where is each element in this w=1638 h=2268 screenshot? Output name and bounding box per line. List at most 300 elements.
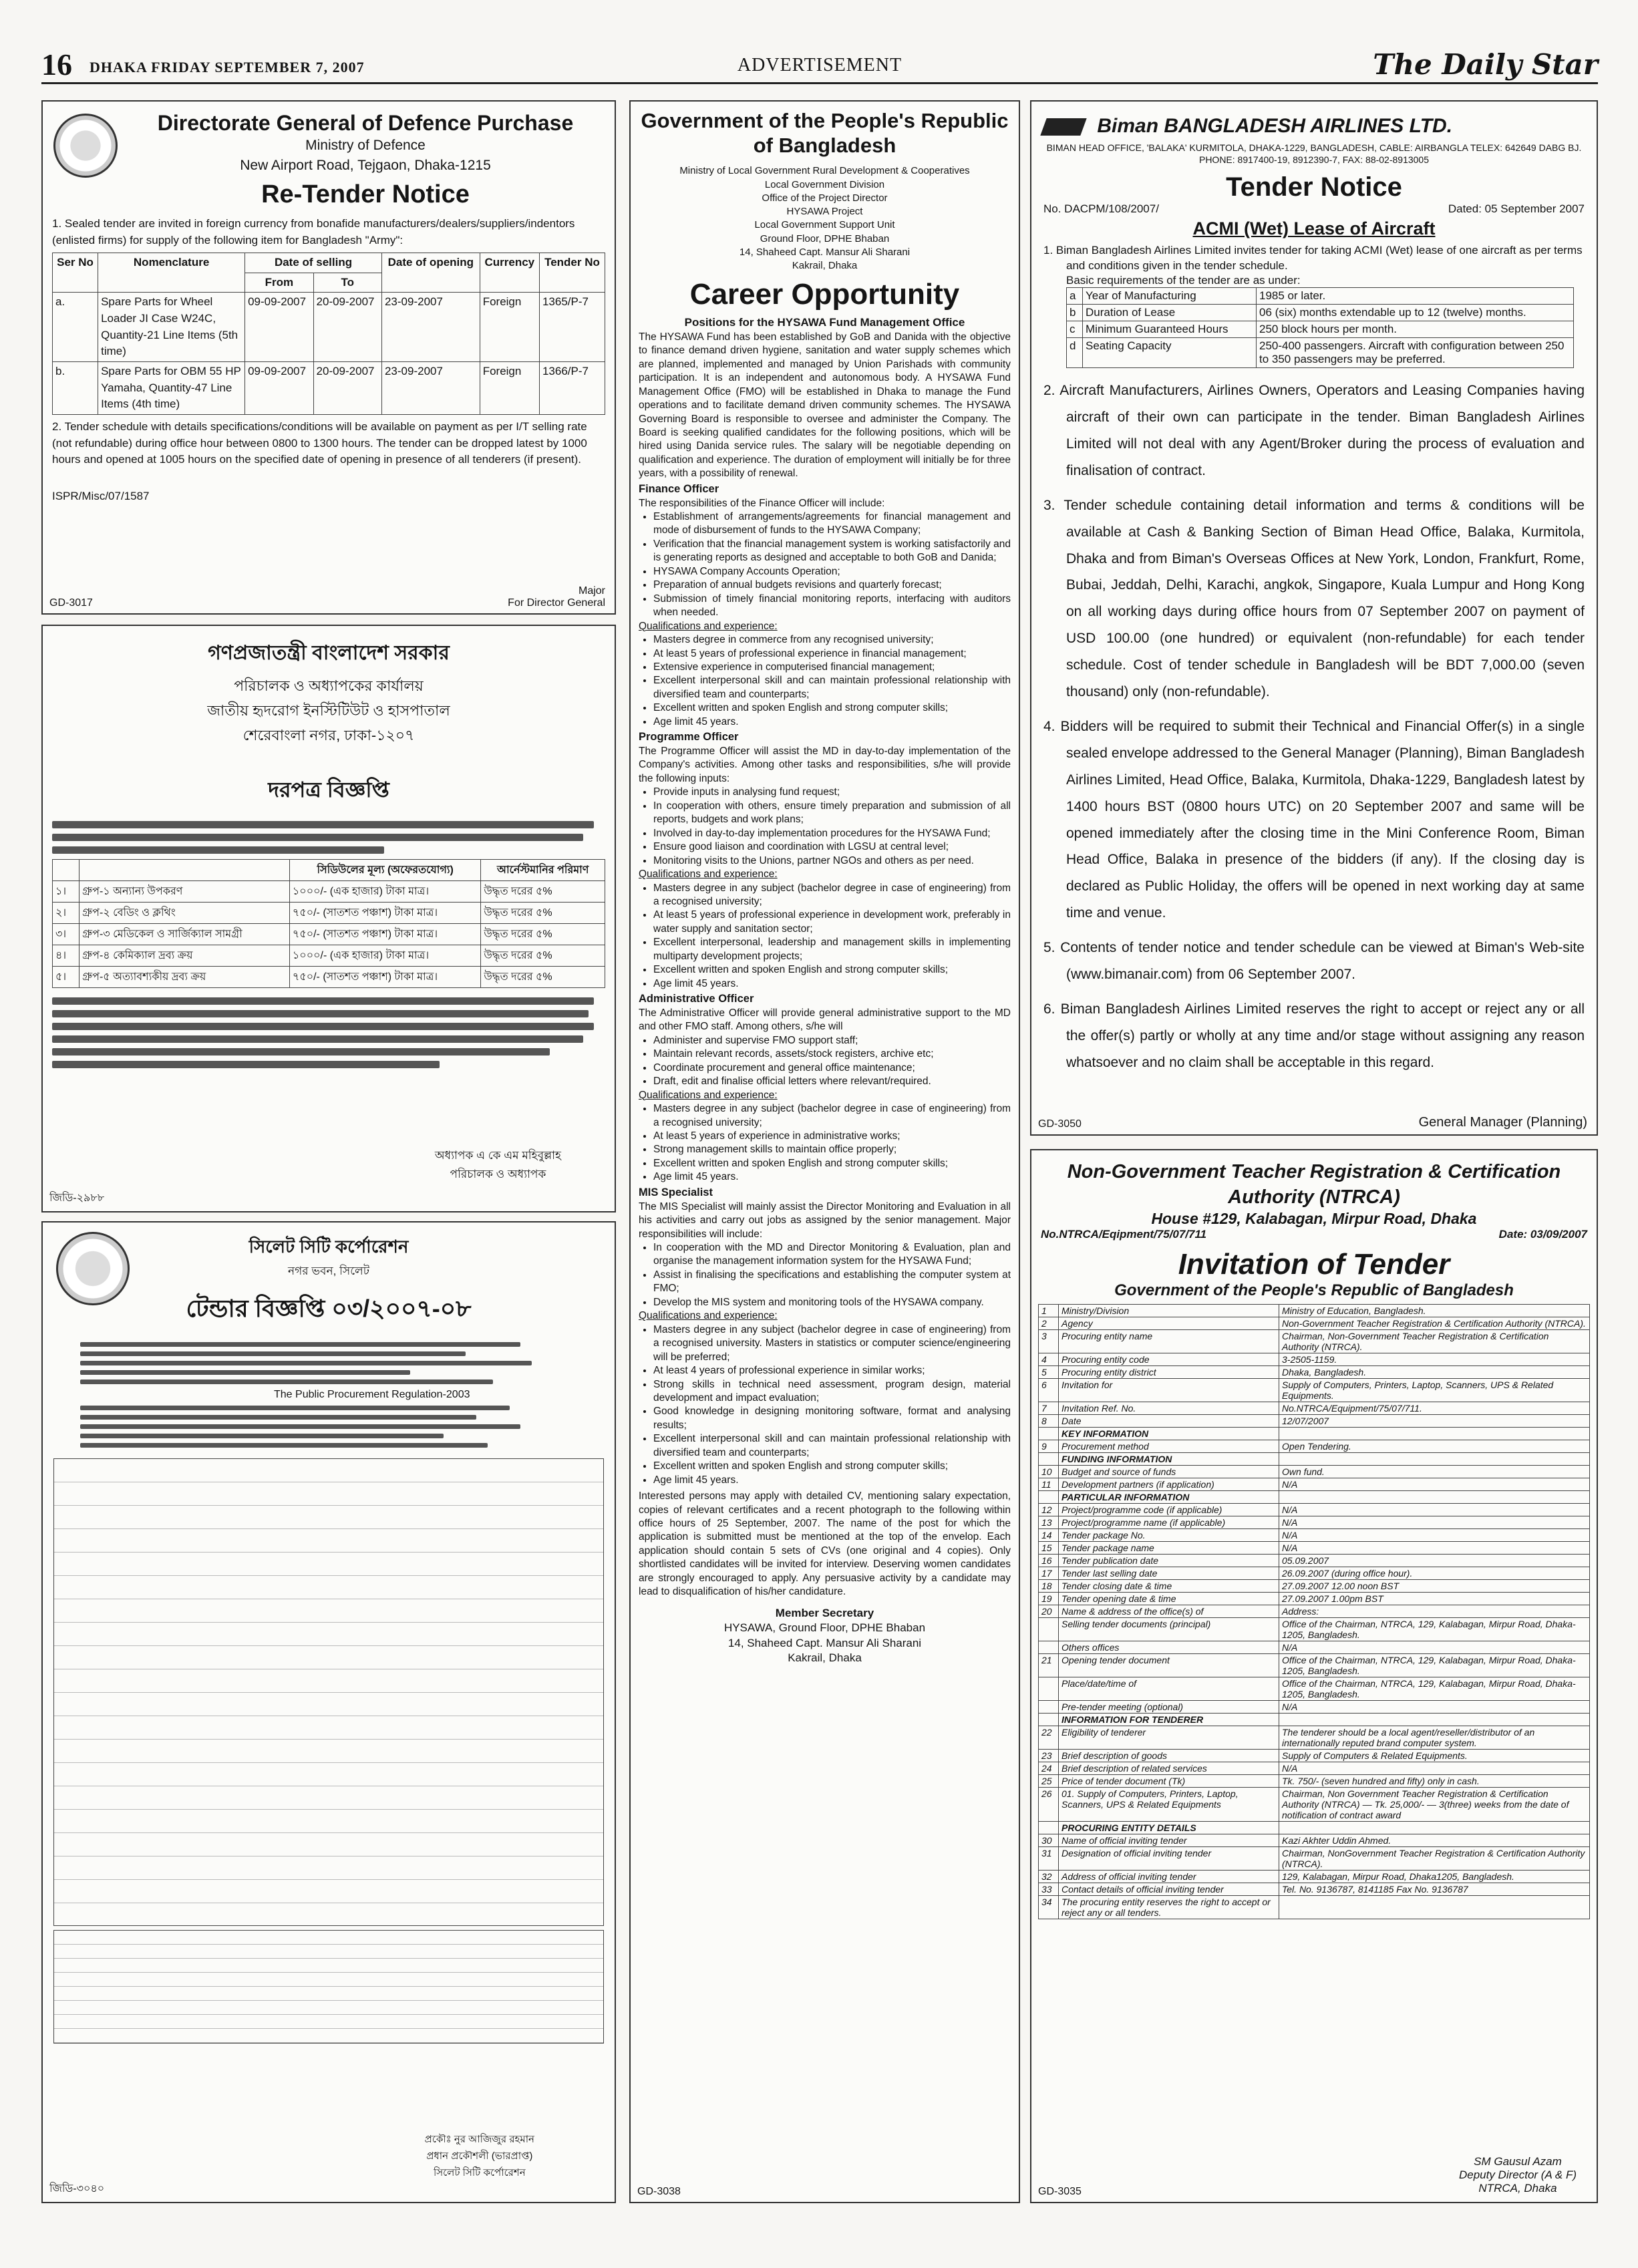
col-header: Tender No bbox=[539, 253, 605, 293]
cell: Own fund. bbox=[1279, 1466, 1590, 1478]
qualification-item: • Masters degree in any subject (bachelor degree in case of engineering) from a recognised university; bbox=[653, 882, 1011, 909]
cell bbox=[1039, 1677, 1059, 1701]
table-row bbox=[1039, 1567, 1590, 1580]
table-row bbox=[1039, 1883, 1590, 1896]
header-lines bbox=[631, 158, 1019, 273]
cell: The tenderer should be a local agent/reseller/distributor of an internationally reputed brand computer system. bbox=[1279, 1726, 1590, 1750]
duty-item: • Provide inputs in analysing fund request; bbox=[653, 786, 1011, 799]
qualification-item: • Age limit 45 years. bbox=[653, 1170, 1011, 1184]
logo-text: Biman BANGLADESH AIRLINES LTD. bbox=[1097, 115, 1453, 137]
cell bbox=[1039, 1491, 1059, 1504]
duty-item: • Ensure good liaison and coordination with LGSU at central level; bbox=[653, 840, 1011, 854]
cell: ২। bbox=[53, 903, 79, 924]
tender-table bbox=[52, 859, 605, 988]
col-header: Date of opening bbox=[381, 253, 480, 293]
table-row bbox=[1039, 1654, 1590, 1677]
qualification-item: • Excellent interpersonal, leadership and management skills in implementing multiparty development projects; bbox=[653, 936, 1011, 963]
cell: Place/date/time of bbox=[1059, 1677, 1279, 1701]
cell bbox=[1039, 1641, 1059, 1654]
position-lead: The responsibilities of the Finance Officer will include: bbox=[639, 497, 885, 509]
page-number: 16 bbox=[41, 47, 72, 82]
cell: 09-09-2007 bbox=[245, 293, 313, 362]
cell: N/A bbox=[1279, 1762, 1590, 1775]
cell: গ্রুপ-৪ কেমিক্যাল দ্রব্য ক্রয় bbox=[79, 945, 290, 967]
cell: Opening tender document bbox=[1059, 1654, 1279, 1677]
qualification-item: • Excellent written and spoken English and strong computer skills; bbox=[653, 701, 1011, 715]
item-1: 1. Biman Bangladesh Airlines Limited invites tender for taking ACMI (Wet) lease of one aircraft as per terms and conditions given in the tender schedule. bbox=[1043, 244, 1583, 273]
cell: Name & address of the office(s) of bbox=[1059, 1605, 1279, 1618]
position-lead: The Programme Officer will assist the MD in day-to-day implementation of the Company's activities. Among other tasks and responsibilities, s/he will provide the following inputs: bbox=[639, 746, 1011, 784]
cell: PARTICULAR INFORMATION bbox=[1059, 1491, 1279, 1504]
qualification-item: • Age limit 45 years. bbox=[653, 1474, 1011, 1487]
header-line: Ministry of Local Government Rural Development & Cooperatives bbox=[679, 165, 970, 177]
table-row bbox=[1039, 1775, 1590, 1788]
cell: 11 bbox=[1039, 1478, 1059, 1491]
cell: b. bbox=[53, 362, 98, 415]
cell: 16 bbox=[1039, 1555, 1059, 1567]
office: পরিচালক ও অধ্যাপকের কার্যালয় bbox=[234, 677, 424, 694]
cell: উদ্ধৃত দরের ৫% bbox=[481, 924, 605, 945]
cell: N/A bbox=[1279, 1542, 1590, 1555]
table-row bbox=[1039, 1580, 1590, 1593]
institute: জাতীয় হৃদরোগ ইনস্টিটিউট ও হাসপাতাল bbox=[207, 702, 450, 719]
cell: 8 bbox=[1039, 1415, 1059, 1428]
cell: 21 bbox=[1039, 1654, 1059, 1677]
signer-org: সিলেট সিটি কর্পোরেশন bbox=[433, 2167, 526, 2178]
gov: Government of the People's Republic of Bangladesh bbox=[1114, 1281, 1514, 1300]
header-line: Kakrail, Dhaka bbox=[792, 260, 858, 272]
cell: ৪। bbox=[53, 945, 79, 967]
ad-heading: Career Opportunity bbox=[689, 278, 960, 311]
table-row bbox=[1039, 1822, 1590, 1834]
signer-address: HYSAWA, Ground Floor, DPHE Bhaban bbox=[723, 1621, 926, 1635]
table-row bbox=[1039, 1762, 1590, 1775]
table-row bbox=[53, 362, 605, 415]
col-header: From bbox=[245, 273, 313, 293]
ad-code: GD-3038 bbox=[637, 2186, 681, 2197]
qualification-item: • Extensive experience in computerised financial management; bbox=[653, 661, 1011, 674]
cell: 3 bbox=[1039, 1330, 1059, 1353]
duty-item: • HYSAWA Company Accounts Operation; bbox=[653, 565, 1011, 579]
cell bbox=[1279, 1896, 1590, 1919]
cell: N/A bbox=[1279, 1641, 1590, 1654]
table-row bbox=[1039, 1516, 1590, 1529]
header-line: Ground Floor, DPHE Bhaban bbox=[760, 232, 890, 245]
table-row bbox=[1039, 1896, 1590, 1919]
cell: c bbox=[1067, 321, 1083, 338]
cell: উদ্ধৃত দরের ৫% bbox=[481, 967, 605, 988]
ministry: Ministry of Defence bbox=[305, 138, 426, 153]
address: House #129, Kalabagan, Mirpur Road, Dhaka bbox=[1151, 1210, 1477, 1228]
cell: Selling tender documents (principal) bbox=[1059, 1618, 1279, 1641]
cell: 27.09.2007 12.00 noon BST bbox=[1279, 1580, 1590, 1593]
tender-table bbox=[1038, 1304, 1590, 1919]
table-row bbox=[1039, 1428, 1590, 1440]
col-header: আর্নেস্টমানির পরিমাণ bbox=[481, 860, 605, 881]
cell: উদ্ধৃত দরের ৫% bbox=[481, 903, 605, 924]
table-row bbox=[1039, 1641, 1590, 1654]
cell bbox=[1039, 1453, 1059, 1466]
qualification-item: • Excellent interpersonal skill and can maintain professional relationship with diversified team and counterparts; bbox=[653, 1432, 1011, 1460]
cell: Seating Capacity bbox=[1083, 338, 1257, 368]
cell: গ্রুপ-৩ মেডিকেল ও সার্জিক্যাল সামগ্রী bbox=[79, 924, 290, 945]
duty-item: • Preparation of annual budgets revisions and quarterly forecast; bbox=[653, 579, 1011, 592]
qualification-item: • At least 5 years of professional experience in financial management; bbox=[653, 647, 1011, 661]
cell: 26 bbox=[1039, 1788, 1059, 1822]
qualification-item: • Excellent written and spoken English and strong computer skills; bbox=[653, 963, 1011, 977]
table-row bbox=[1039, 1714, 1590, 1726]
duty-item: • Verification that the financial management system is working satisfactorily and is generating reports as designed and acceptable to both GoB and Danida; bbox=[653, 538, 1011, 565]
closing: Interested persons may apply with detailed CV, mentioning salary expectation, copies of relevant certificates and a recent photograph to the following within office hours of 25 September, 2007. The name of the post for which the application is submitted must be mentioned at the top of the envelop. Each application should contain 5 sets of CVs (one original and 4 copies). Only shortlisted candidates will be invited for interview. Deserving women candidates are strongly encouraged to apply. Any persuasive activity by a candidate may lead to disqualification of his/her candidature. bbox=[639, 1490, 1011, 1598]
cell: d bbox=[1067, 338, 1083, 368]
duty-item: • Maintain relevant records, assets/stock registers, archive etc; bbox=[653, 1047, 1011, 1061]
cell: Chairman, Non-Government Teacher Registration & Certification Authority (NTRCA). bbox=[1279, 1330, 1590, 1353]
table-row bbox=[1067, 338, 1574, 368]
cell: Procuring entity name bbox=[1059, 1330, 1279, 1353]
cell: 20-09-2007 bbox=[313, 293, 381, 362]
cell bbox=[1279, 1491, 1590, 1504]
table-row bbox=[1039, 1379, 1590, 1402]
cell: 1365/P-7 bbox=[539, 293, 605, 362]
cell bbox=[1039, 1701, 1059, 1714]
cell: Others offices bbox=[1059, 1641, 1279, 1654]
signer-title: পরিচালক ও অধ্যাপক bbox=[450, 1168, 546, 1180]
cell: 26.09.2007 (during office hour). bbox=[1279, 1567, 1590, 1580]
dateline: DHAKA FRIDAY SEPTEMBER 7, 2007 bbox=[90, 59, 365, 75]
cell: গ্রুপ-২ বেডিং ও ক্লথিং bbox=[79, 903, 290, 924]
cell: 31 bbox=[1039, 1847, 1059, 1871]
qualification-item: • Masters degree in any subject (bachelor degree in case of engineering) from a recognised university; bbox=[653, 1102, 1011, 1130]
cell: Open Tendering. bbox=[1279, 1440, 1590, 1453]
biman-logo bbox=[1031, 102, 1597, 142]
qualification-item: • At least 5 years of experience in administrative works; bbox=[653, 1130, 1011, 1143]
cell: 32 bbox=[1039, 1871, 1059, 1883]
airline-logo-icon bbox=[1040, 118, 1086, 136]
table-row bbox=[1067, 288, 1574, 305]
cell: গ্রুপ-৫ অত্যাবশ্যকীয় দ্রব্য ক্রয় bbox=[79, 967, 290, 988]
cell: Agency bbox=[1059, 1317, 1279, 1330]
cell: Duration of Lease bbox=[1083, 305, 1257, 321]
table-row bbox=[1039, 1834, 1590, 1847]
cell: Address of official inviting tender bbox=[1059, 1871, 1279, 1883]
cell: 23 bbox=[1039, 1750, 1059, 1762]
qualification-item: • Strong skills in technical need assessment, program design, material development and impact evaluation; bbox=[653, 1378, 1011, 1406]
cell: 27.09.2007 1.00pm BST bbox=[1279, 1593, 1590, 1605]
cell: The procuring entity reserves the right to accept or reject any or all tenders. bbox=[1059, 1896, 1279, 1919]
item-5: 5. Contents of tender notice and tender schedule can be viewed at Biman's Web-site (www.bimanair.com) from 06 September 2007. bbox=[1043, 940, 1585, 982]
table-row bbox=[1039, 1529, 1590, 1542]
qualifications-label: Qualifications and experience: bbox=[639, 1310, 778, 1322]
col-header: সিডিউলের মূল্য (অফেরতযোগ্য) bbox=[289, 860, 481, 881]
cell: Procuring entity district bbox=[1059, 1366, 1279, 1379]
cell: 250 block hours per month. bbox=[1257, 321, 1574, 338]
ad-code: জিডি-৩০৪০ bbox=[49, 2183, 105, 2195]
table-row bbox=[1039, 1788, 1590, 1822]
table-row bbox=[1039, 1466, 1590, 1478]
cell bbox=[1039, 1822, 1059, 1834]
ad-heading: Tender Notice bbox=[1226, 172, 1402, 202]
tender-table bbox=[53, 1458, 604, 1926]
cell: Budget and source of funds bbox=[1059, 1466, 1279, 1478]
cell: N/A bbox=[1279, 1529, 1590, 1542]
cell: Contact details of official inviting tender bbox=[1059, 1883, 1279, 1896]
cell: Tender publication date bbox=[1059, 1555, 1279, 1567]
cell: Dhaka, Bangladesh. bbox=[1279, 1366, 1590, 1379]
cell bbox=[1039, 1428, 1059, 1440]
requirements-table bbox=[1066, 287, 1574, 368]
cell: Name of official inviting tender bbox=[1059, 1834, 1279, 1847]
cell: Designation of official inviting tender bbox=[1059, 1847, 1279, 1871]
ad-heart-institute bbox=[41, 625, 616, 1212]
seal-icon bbox=[56, 1232, 130, 1305]
table-row bbox=[53, 903, 605, 924]
cell: 01. Supply of Computers, Printers, Laptop, Scanners, UPS & Related Equipments bbox=[1059, 1788, 1279, 1822]
cell: 6 bbox=[1039, 1379, 1059, 1402]
cell: 14 bbox=[1039, 1529, 1059, 1542]
cell: Office of the Chairman, NTRCA, 129, Kalabagan, Mirpur Road, Dhaka-1205, Bangladesh. bbox=[1279, 1618, 1590, 1641]
cell: 12/07/2007 bbox=[1279, 1415, 1590, 1428]
ad-title: Directorate General of Defence Purchase bbox=[157, 111, 574, 135]
table-row bbox=[1039, 1542, 1590, 1555]
table-row bbox=[1039, 1701, 1590, 1714]
cell: Non-Government Teacher Registration & Certification Authority (NTRCA). bbox=[1279, 1317, 1590, 1330]
cell: 9 bbox=[1039, 1440, 1059, 1453]
cell: 4 bbox=[1039, 1353, 1059, 1366]
cell: 06 (six) months extendable up to 12 (twelve) months. bbox=[1257, 305, 1574, 321]
cell: 20-09-2007 bbox=[313, 362, 381, 415]
ad-title: গণপ্রজাতন্ত্রী বাংলাদেশ সরকার bbox=[208, 642, 450, 664]
cell: ৭৫০/- (সাতশত পঞ্চাশ) টাকা মাত্র। bbox=[289, 903, 481, 924]
qualification-item: • Strong management skills to maintain office properly; bbox=[653, 1143, 1011, 1156]
header-line: Local Government Support Unit bbox=[754, 219, 895, 231]
cell: ৭৫০/- (সাতশত পঞ্চাশ) টাকা মাত্র। bbox=[289, 967, 481, 988]
item-2: 2. Aircraft Manufacturers, Airlines Owners, Operators and Leasing Companies having aircraft of their own can participate in the tender. Biman Bangladesh Airlines Limited will not deal with any Agent/Broker during the process of evaluation and finalisation of contract. bbox=[1043, 383, 1585, 478]
duty-item: • Develop the MIS system and monitoring tools of the HYSAWA company. bbox=[653, 1296, 1011, 1309]
cell: Brief description of related services bbox=[1059, 1762, 1279, 1775]
signer-title: For Director General bbox=[508, 597, 605, 609]
regulation: The Public Procurement Regulation-2003 bbox=[274, 1389, 470, 1400]
cell: a. bbox=[53, 293, 98, 362]
reference: No.NTRCA/Eqipment/75/07/711 bbox=[1041, 1228, 1207, 1241]
qualifications-label: Qualifications and experience: bbox=[639, 868, 778, 880]
cell: 25 bbox=[1039, 1775, 1059, 1788]
duty-item: • Monitoring visits to the Unions, partner NGOs and others as per need. bbox=[653, 854, 1011, 868]
cell: 18 bbox=[1039, 1580, 1059, 1593]
signer: Member Secretary bbox=[775, 1606, 874, 1619]
cell: 09-09-2007 bbox=[245, 362, 313, 415]
table-row bbox=[1039, 1478, 1590, 1491]
ad-heading: Invitation of Tender bbox=[1178, 1248, 1450, 1281]
duty-item: • Coordinate procurement and general office maintenance; bbox=[653, 1062, 1011, 1075]
signer: SM Gausul Azam bbox=[1474, 2155, 1562, 2168]
cell: 23-09-2007 bbox=[381, 362, 480, 415]
duty-item: • In cooperation with others, ensure timely preparation and submission of all reports, budgets and work plans; bbox=[653, 800, 1011, 827]
cell: Date bbox=[1059, 1415, 1279, 1428]
cell: 250-400 passengers. Aircraft with configuration between 250 to 350 passengers may be preferred. bbox=[1257, 338, 1574, 368]
item-6: 6. Biman Bangladesh Airlines Limited reserves the right to accept or reject any or all the offer(s) partly or wholly at any time and/or stage without assigning any reason whatsoever and no claim shall be acceptable in this regard. bbox=[1043, 1001, 1585, 1070]
cell: Brief description of goods bbox=[1059, 1750, 1279, 1762]
table-row bbox=[1039, 1453, 1590, 1466]
cell: Tender last selling date bbox=[1059, 1567, 1279, 1580]
signer: প্রকৌঃ নুর আজিজুর রহমান bbox=[424, 2134, 534, 2145]
position-title: Programme Officer bbox=[639, 731, 739, 744]
cell: Spare Parts for OBM 55 HP Yamaha, Quantity-47 Line Items (4th time) bbox=[98, 362, 245, 415]
qualification-item: • Excellent written and spoken English and strong computer skills; bbox=[653, 1460, 1011, 1473]
cell: ১০০০/- (এক হাজার) টাকা মাত্র। bbox=[289, 945, 481, 967]
cell: N/A bbox=[1279, 1504, 1590, 1516]
cell: 23-09-2007 bbox=[381, 293, 480, 362]
cell: উদ্ধৃত দরের ৫% bbox=[481, 881, 605, 903]
table-row bbox=[53, 945, 605, 967]
cell: 13 bbox=[1039, 1516, 1059, 1529]
cell: Supply of Computers & Related Equipments. bbox=[1279, 1750, 1590, 1762]
signer-address: 14, Shaheed Capt. Mansur Ali Sharani bbox=[727, 1636, 922, 1649]
ad-title: সিলেট সিটি কর্পোরেশন bbox=[249, 1237, 409, 1257]
table-row bbox=[1039, 1750, 1590, 1762]
position-lead: The MIS Specialist will mainly assist the Director Monitoring and Evaluation in all his activities and carry out jobs as assigned by the senior management. Major responsibilities will include: bbox=[639, 1200, 1011, 1240]
table-row bbox=[1039, 1305, 1590, 1317]
duty-item: • Involved in day-to-day implementation procedures for the HYSAWA Fund; bbox=[653, 827, 1011, 840]
cell: Invitation Ref. No. bbox=[1059, 1402, 1279, 1415]
cell: 1985 or later. bbox=[1257, 288, 1574, 305]
cell: N/A bbox=[1279, 1478, 1590, 1491]
reference: No. DACPM/108/2007/ bbox=[1043, 202, 1159, 216]
ad-dgdp bbox=[41, 100, 616, 615]
signer-address: Kakrail, Dhaka bbox=[788, 1651, 862, 1665]
cell: 12 bbox=[1039, 1504, 1059, 1516]
cell: উদ্ধৃত দরের ৫% bbox=[481, 945, 605, 967]
cell: Tk. 750/- (seven hundred and fifty) only in cash. bbox=[1279, 1775, 1590, 1788]
cell: INFORMATION FOR TENDERER bbox=[1059, 1714, 1279, 1726]
signer-title: Deputy Director (A & F) bbox=[1458, 2168, 1577, 2181]
ad-hysawa bbox=[629, 100, 1020, 2203]
cell bbox=[1279, 1453, 1590, 1466]
cell: Office of the Chairman, NTRCA, 129, Kalabagan, Mirpur Road, Dhaka-1205, Bangladesh. bbox=[1279, 1677, 1590, 1701]
qualification-item: • Masters degree in any subject (bachelor degree in case of engineering) from a recognised university. Masters in statistics or computer science/engineering will be preferred; bbox=[653, 1323, 1011, 1364]
cell: 22 bbox=[1039, 1726, 1059, 1750]
cell: Project/programme code (if applicable) bbox=[1059, 1504, 1279, 1516]
cell: Foreign bbox=[480, 293, 539, 362]
position-title: MIS Specialist bbox=[639, 1186, 713, 1198]
table-row bbox=[1039, 1440, 1590, 1453]
cell bbox=[1039, 1618, 1059, 1641]
table-row bbox=[1039, 1353, 1590, 1366]
cell: Invitation for bbox=[1059, 1379, 1279, 1402]
signer: General Manager (Planning) bbox=[1418, 1115, 1587, 1130]
cell: Development partners (if application) bbox=[1059, 1478, 1279, 1491]
col-header: Currency bbox=[480, 253, 539, 293]
cell: Foreign bbox=[480, 362, 539, 415]
table-row bbox=[53, 967, 605, 988]
qualification-item: • Age limit 45 years. bbox=[653, 977, 1011, 991]
cell: Procurement method bbox=[1059, 1440, 1279, 1453]
table-row bbox=[53, 293, 605, 362]
cell: 24 bbox=[1039, 1762, 1059, 1775]
table-row bbox=[53, 924, 605, 945]
table-row bbox=[1039, 1726, 1590, 1750]
cell: গ্রুপ-১ অন্যান্য উপকরণ bbox=[79, 881, 290, 903]
ad-heading: Re-Tender Notice bbox=[261, 180, 470, 208]
cell: ৫। bbox=[53, 967, 79, 988]
cell: Tel. No. 9136787, 8141185 Fax No. 9136787 bbox=[1279, 1883, 1590, 1896]
cell: Eligibility of tenderer bbox=[1059, 1726, 1279, 1750]
table-row bbox=[1039, 1330, 1590, 1353]
cell: 129, Kalabagan, Mirpur Road, Dhaka1205, Bangladesh. bbox=[1279, 1871, 1590, 1883]
qualification-item: • Age limit 45 years. bbox=[653, 715, 1011, 729]
ad-code: GD-3017 bbox=[49, 597, 93, 609]
conditions-table bbox=[53, 1930, 604, 2044]
duty-item: • In cooperation with the MD and Director Monitoring & Evaluation, plan and organise the management information system for the HYSAWA Fund; bbox=[653, 1241, 1011, 1269]
table-row bbox=[1039, 1618, 1590, 1641]
table-row bbox=[1039, 1491, 1590, 1504]
intro: The HYSAWA Fund has been established by GoB and Danida with the objective to finance demand driven hygiene, sanitation and water supply schemes which are planned, implemented and managed by Union Parishads with community participation. It is an independent and autonomous body. A HYSAWA Fund Management Office (FMO) will be established in Dhaka to manage the Fund operations and to facilitate demand driven community schemes. The HYSAWA Governing Board is responsible to oversee and administer the Company. The Board is seeking qualified candidates for the following positions, which will be hired using Danida service rules. The salary will be negotiable depending on qualification and experience. The duration of employment will initially be for three years, with a possibility of renewal. bbox=[639, 331, 1011, 480]
qualification-item: • Masters degree in commerce from any recognised university; bbox=[653, 633, 1011, 647]
cell: 33 bbox=[1039, 1883, 1059, 1896]
requirements-label: Basic requirements of the tender are as under: bbox=[1066, 274, 1301, 287]
table-row bbox=[1039, 1871, 1590, 1883]
ad-heading: দরপত্র বিজ্ঞপ্তি bbox=[268, 778, 389, 802]
table-row bbox=[1039, 1504, 1590, 1516]
cell: 34 bbox=[1039, 1896, 1059, 1919]
cell: ১০০০/- (এক হাজার) টাকা মাত্র। bbox=[289, 881, 481, 903]
ad-code: GD-3035 bbox=[1038, 2186, 1082, 2197]
duty-item: • Administer and supervise FMO support staff; bbox=[653, 1034, 1011, 1047]
table-row bbox=[1039, 1415, 1590, 1428]
header-line: Local Government Division bbox=[764, 178, 885, 190]
cell: Tender opening date & time bbox=[1059, 1593, 1279, 1605]
cell: ৭৫০/- (সাতশত পঞ্চাশ) টাকা মাত্র। bbox=[289, 924, 481, 945]
cell: Chairman, Non Government Teacher Registration & Certification Authority (NTRCA) — Tk. 25,000/- — 3(three) weeks from the date of notification of contract award bbox=[1279, 1788, 1590, 1822]
cell: N/A bbox=[1279, 1516, 1590, 1529]
date: Dated: 05 September 2007 bbox=[1448, 202, 1585, 216]
cell: PROCURING ENTITY DETAILS bbox=[1059, 1822, 1279, 1834]
address: New Airport Road, Tejgaon, Dhaka-1215 bbox=[240, 158, 491, 174]
cell: 7 bbox=[1039, 1402, 1059, 1415]
position-lead: The Administrative Officer will provide general administrative support to the MD and other FMO staff. Among others, s/he will bbox=[639, 1007, 1011, 1033]
tender-table bbox=[52, 253, 605, 415]
newspaper-logo: The Daily Star bbox=[1373, 48, 1598, 81]
reference: ISPR/Misc/07/1587 bbox=[52, 489, 150, 502]
ad-code: জিডি-২৯৮৮ bbox=[49, 1192, 105, 1204]
cell: Project/programme name (if applicable) bbox=[1059, 1516, 1279, 1529]
address: BIMAN HEAD OFFICE, 'BALAKA' KURMITOLA, DHAKA-1229, BANGLADESH, CABLE: AIRBANGLA TELEX: 642649 DABG BJ. PHONE: 8917400-19, 8912390-7, FAX: 88-02-8913005 bbox=[1046, 142, 1582, 166]
cell: Price of tender document (Tk) bbox=[1059, 1775, 1279, 1788]
cell: Supply of Computers, Printers, Laptop, Scanners, UPS & Related Equipments. bbox=[1279, 1379, 1590, 1402]
cell: Tender package name bbox=[1059, 1542, 1279, 1555]
qualification-item: • Excellent interpersonal skill and can maintain professional relationship with diversified team and counterparts; bbox=[653, 674, 1011, 701]
signer-title: প্রধান প্রকৌশলী (ভারপ্রাপ্ত) bbox=[426, 2150, 533, 2162]
cell: Ministry/Division bbox=[1059, 1305, 1279, 1317]
cell: 05.09.2007 bbox=[1279, 1555, 1590, 1567]
header-line: 14, Shaheed Capt. Mansur Ali Sharani bbox=[739, 246, 911, 258]
table-row bbox=[1039, 1317, 1590, 1330]
table-row bbox=[1039, 1366, 1590, 1379]
table-row bbox=[1067, 321, 1574, 338]
qualifications-label: Qualifications and experience: bbox=[639, 1089, 778, 1101]
cell: Procuring entity code bbox=[1059, 1353, 1279, 1366]
signer-org: NTRCA, Dhaka bbox=[1478, 2182, 1557, 2195]
qualification-item: • Good knowledge in designing monitoring software, format and analysing results; bbox=[653, 1405, 1011, 1432]
cell bbox=[1279, 1822, 1590, 1834]
cell: Office of the Chairman, NTRCA, 129, Kalabagan, Mirpur Road, Dhaka-1205, Bangladesh. bbox=[1279, 1654, 1590, 1677]
cell: ১। bbox=[53, 881, 79, 903]
ad-biman bbox=[1030, 100, 1598, 1136]
item-3: 3. Tender schedule containing detail information and terms & conditions will be available at Cash & Banking Section of Biman Head Office, Balaka, Kurmitola, Dhaka and from Biman's Overseas Offices at New York, London, Frankfurt, Rome, Bubai, Jeddah, Delhi, Karachi, angkok, Singapore, Kuala Lumpur and Hong Kong on all working days during office hours from 07 September 2007 on payment of USD 100.00 (one hundred) or equivalent (non-refundable) for each tender schedule. Cost of tender schedule in Bangladesh will be BDT 7,000.00 (seven thousand) only (non-refundable). bbox=[1043, 497, 1585, 700]
ad-code: GD-3050 bbox=[1038, 1118, 1082, 1130]
cell: Tender package No. bbox=[1059, 1529, 1279, 1542]
cell bbox=[1039, 1714, 1059, 1726]
subheading: Positions for the HYSAWA Fund Management Office bbox=[684, 316, 965, 329]
